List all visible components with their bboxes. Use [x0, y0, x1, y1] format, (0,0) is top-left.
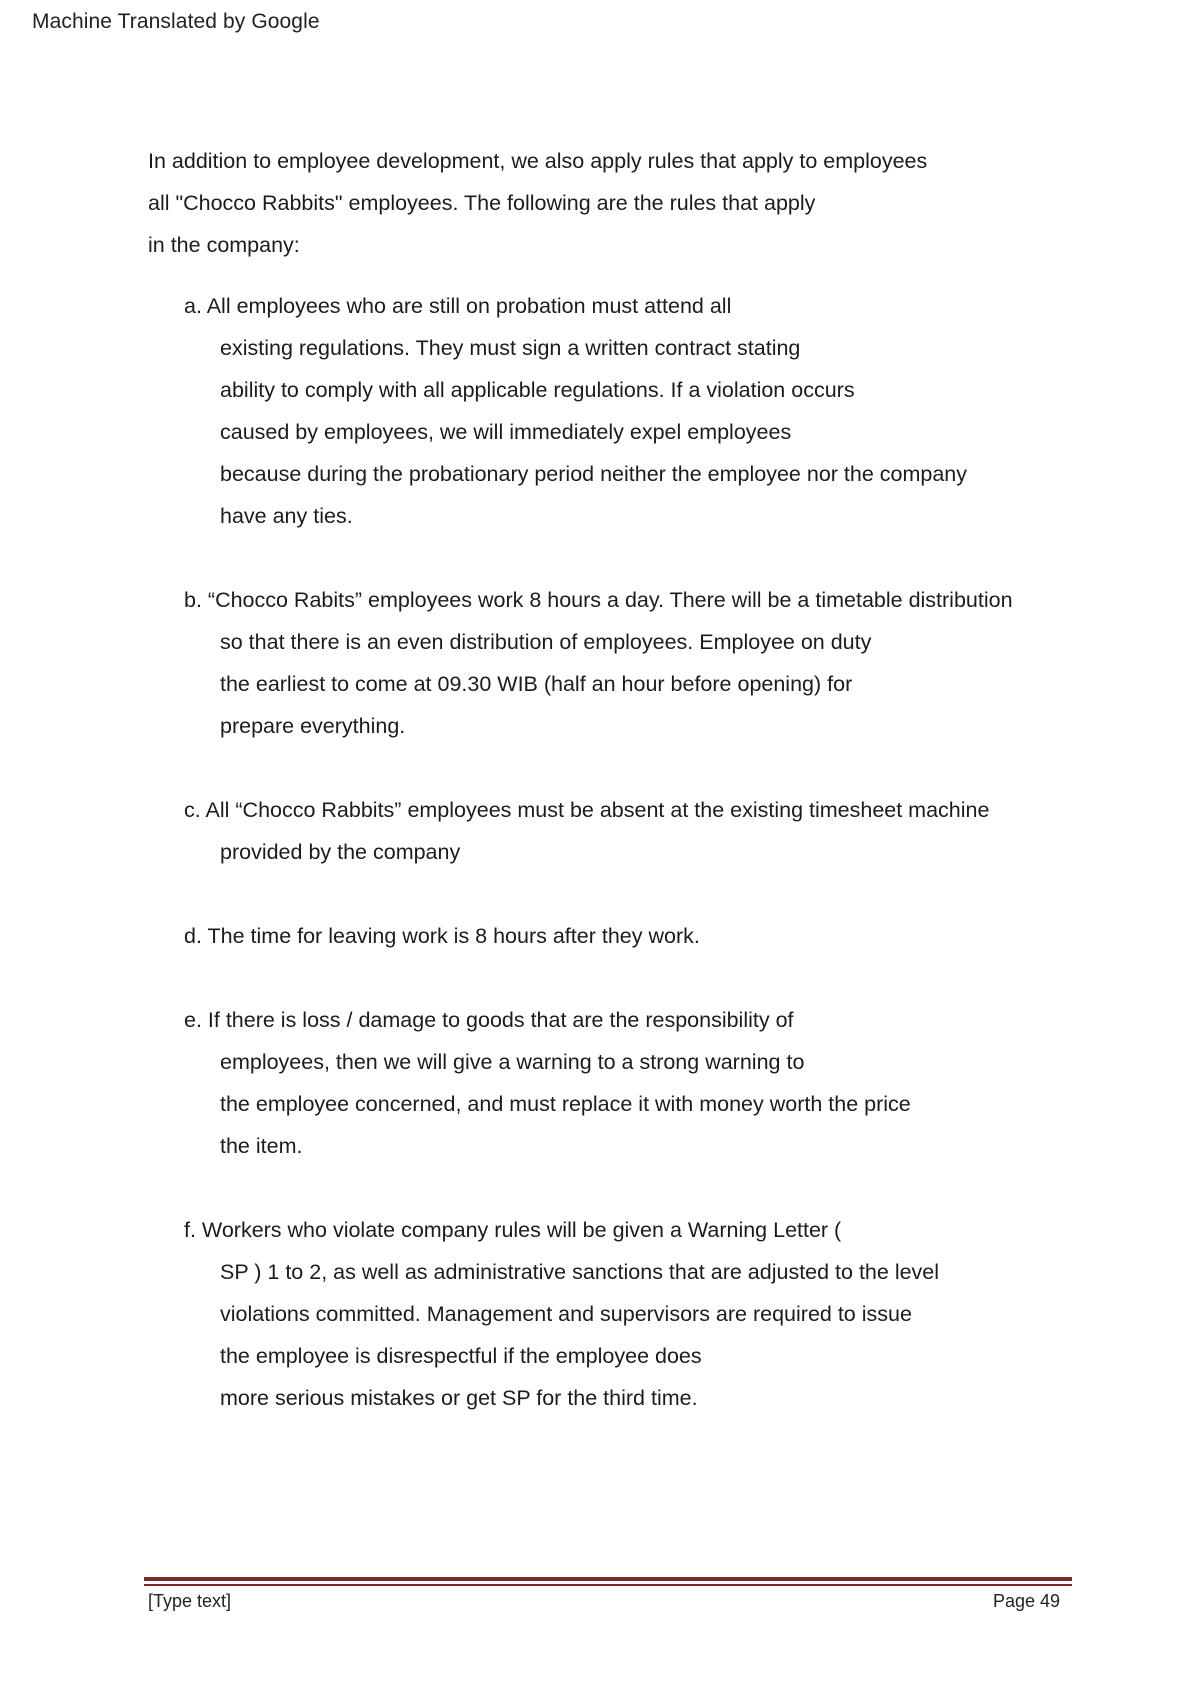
rule-e-line: the employee concerned, and must replace it with money worth the price [220, 1092, 911, 1116]
rule-e-line: employees, then we will give a warning to a strong warning to [220, 1050, 805, 1074]
footer-rule [144, 1577, 1072, 1581]
rule-b-line: b. “Chocco Rabits” employees work 8 hours a day. There will be a timetable distribution [184, 588, 1013, 612]
rule-e-line: e. If there is loss / damage to goods that are the responsibility of [184, 1008, 794, 1032]
rule-e-line: the item. [220, 1134, 303, 1158]
rule-b-line: prepare everything. [220, 714, 406, 738]
footer-placeholder-text: [Type text] [148, 1591, 232, 1611]
rule-a-line: a. All employees who are still on probation must attend all [184, 294, 732, 318]
footer-rule-thin [144, 1584, 1072, 1586]
rule-f-line: the employee is disrespectful if the employee does [220, 1344, 702, 1368]
intro-line: all "Chocco Rabbits" employees. The following are the rules that apply [148, 191, 816, 215]
rule-d-line: d. The time for leaving work is 8 hours after they work. [184, 924, 700, 948]
rule-b-line: the earliest to come at 09.30 WIB (half an hour before opening) for [220, 672, 853, 696]
rule-f-line: f. Workers who violate company rules will be given a Warning Letter ( [184, 1218, 842, 1242]
rule-f-line: more serious mistakes or get SP for the third time. [220, 1386, 698, 1410]
rule-f-line: SP ) 1 to 2, as well as administrative sanctions that are adjusted to the level [220, 1260, 940, 1284]
rule-b-line: so that there is an even distribution of employees. Employee on duty [220, 630, 872, 654]
rule-c-line: c. All “Chocco Rabbits” employees must be absent at the existing timesheet machine [184, 798, 990, 822]
rule-f-line: violations committed. Management and supervisors are required to issue [220, 1302, 912, 1326]
rule-a-line: have any ties. [220, 504, 353, 528]
page-number: Page 49 [992, 1591, 1060, 1611]
rule-a-line: ability to comply with all applicable regulations. If a violation occurs [220, 378, 855, 402]
intro-line: In addition to employee development, we also apply rules that apply to employees [148, 149, 928, 173]
watermark: Machine Translated by Google [32, 10, 320, 33]
rule-a-line: caused by employees, we will immediately expel employees [220, 420, 792, 444]
rule-c-line: provided by the company [220, 840, 461, 864]
rule-a-line: because during the probationary period neither the employee nor the company [220, 462, 968, 486]
rule-a-line: existing regulations. They must sign a written contract stating [220, 336, 801, 360]
intro-line: in the company: [148, 233, 300, 257]
